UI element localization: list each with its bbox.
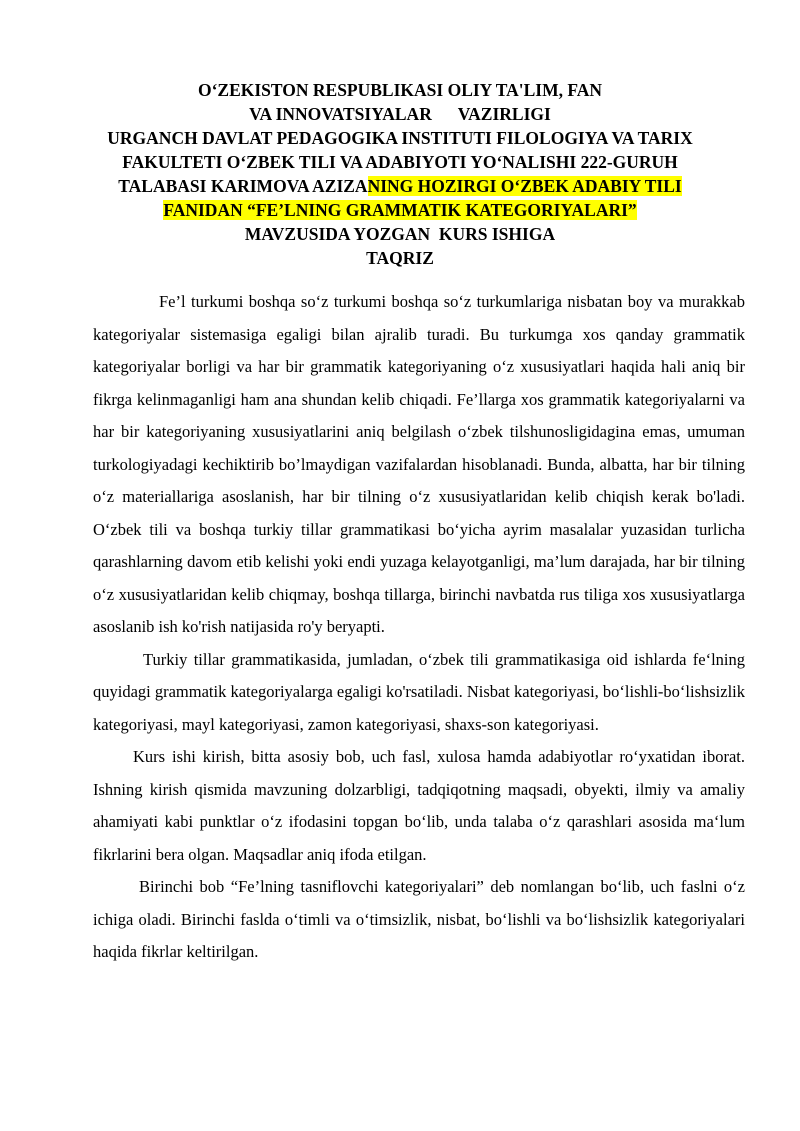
- header-subject-highlight: NING HOZIRGI O‘ZBEK ADABIY TILI: [367, 176, 682, 196]
- body-paragraph-1: Fe’l turkumi boshqa so‘z turkumi boshqa so‘z turkumlariga nisbatan boy va murakkab kategoriyalar sistemasiga egaligi bilan ajralib turadi. Bu turkumga xos qanday grammatik kategoriyalar borligi va har bir grammatik kategoriyaning o‘z xususiyatlari haqida hali aniq bir fikrga kelinmaganligi ham ana shundan kelib chiqadi. Fe’llarga xos grammatik kategoriyalarni va har bir kategoriyaning xususiyatlarini aniq belgilash o‘zbek tilshunosligidagina emas, umuman turkologiyadagi kechiktirib bo’lmaydigan vazifalardan hisoblanadi. Bunda, albatta, har bir tilning o‘z materiallariga asoslanish, har bir tilning o‘z xususiyatlaridan kelib chiqish kerak bo'ladi. O‘zbek tili va boshqa turkiy tillar grammatikasi bo‘yicha ayrim masalalar yuzasidan turlicha qarashlarning davom etib kelishi yoki endi yuzaga kelayotganligi, ma’lum darajada, har bir tilning o‘z xususiyatlaridan kelib chiqmay, boshqa tillarga, birinchi navbatda rus tiliga xos xususiyatlarga asoslanib ish ko'rish natijasida ro'y beryapti.: [93, 292, 745, 636]
- body-paragraph-4: Birinchi bob “Fe’lning tasniflovchi kategoriyalari” deb nomlangan bo‘lib, uch faslni o‘z ichiga oladi. Birinchi faslda o‘timli va o‘timsizlik, nisbat, bo‘lishli va bo‘lishsizlik kategoriyalari haqida fikrlar keltirilgan.: [93, 877, 745, 961]
- header-student-line: [60, 174, 740, 198]
- document-body: [93, 286, 745, 969]
- document-title: TAQRIZ: [366, 248, 434, 268]
- body-paragraph-2: Turkiy tillar grammatikasida, jumladan, o‘zbek tili grammatikasiga oid ishlarda fe‘lning quyidagi grammatik kategoriyalarga egaligi ko'rsatiladi. Nisbat kategoriyasi, bo‘lishli-bo‘lishsizlik kategoriyasi, mayl kategoriyasi, zamon kategoriyasi, shaxs-son kategoriyasi.: [93, 649, 745, 734]
- header-institute-line: URGANCH DAVLAT PEDAGOGIKA INSTITUTI FILOLOGIYA VA TARIX: [107, 128, 693, 148]
- body-paragraph-3: Kurs ishi kirish, bitta asosiy bob, uch fasl, xulosa hamda adabiyotlar ro‘yxatidan iborat. Ishning kirish qismida mavzuning dolzarbligi, tadqiqotning maqsadi, obyekti, ilmiy va amaliy ahamiyati kabi punktlar o‘z ifodasini topgan bo‘lib, unda talaba o‘z qarashlari asosida ma‘lum fikrlarini bera olgan. Maqsadlar aniq ifoda etilgan.: [93, 747, 745, 864]
- header-student-name: TALABASI KARIMOVA AZIZA: [118, 176, 368, 196]
- header-ministry-line-1: O‘ZEKISTON RESPUBLIKASI OLIY TA'LIM, FAN: [197, 80, 603, 100]
- document-header: [60, 78, 740, 270]
- header-topic-line: [60, 198, 740, 222]
- header-ministry-line-2: VA INNOVATSIYALAR VAZIRLIGI: [249, 104, 551, 124]
- header-topic-highlight: FANIDAN “FE’LNING GRAMMATIK KATEGORIYALARI”: [163, 200, 637, 220]
- header-faculty-line: FAKULTETI O‘ZBEK TILI VA ADABIYOTI YO‘NALISHI 222-GURUH: [122, 152, 678, 172]
- header-course-work-line: MAVZUSIDA YOZGAN KURS ISHIGA: [244, 224, 556, 244]
